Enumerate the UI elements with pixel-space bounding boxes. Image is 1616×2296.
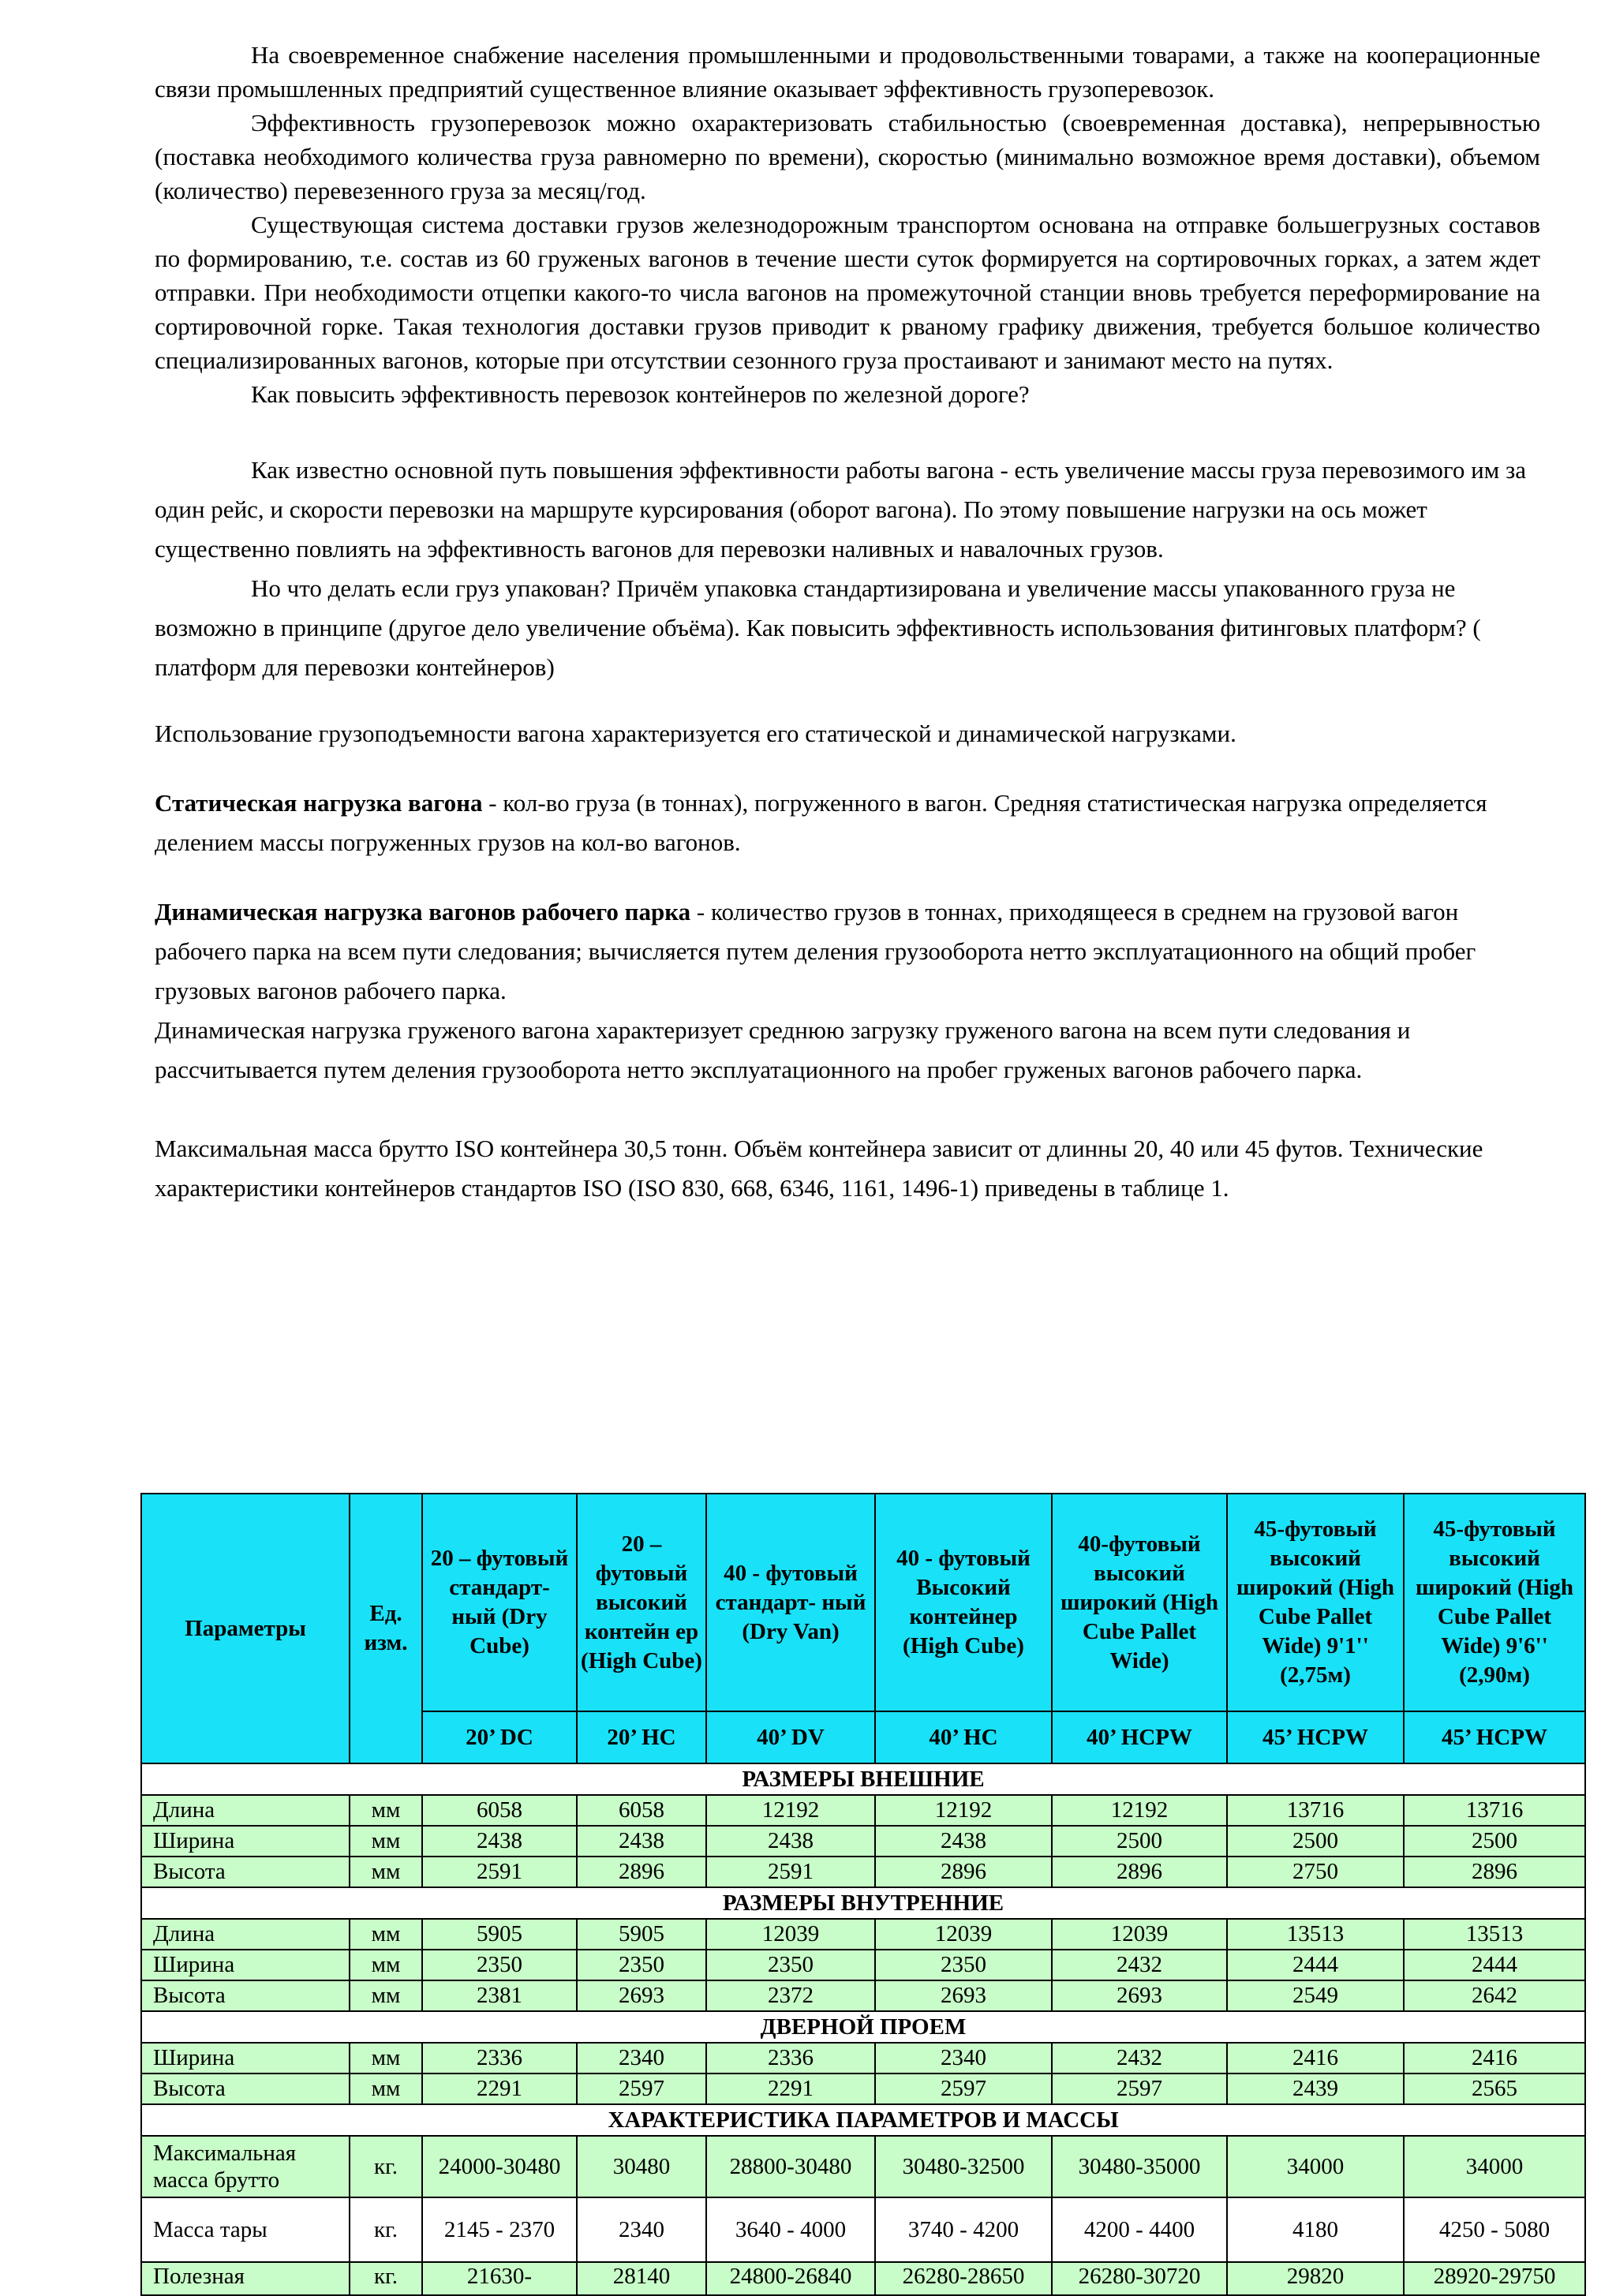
paragraph-10: Динамическая нагрузка груженого вагона характеризует среднюю загрузку груженого вагона на всем пути следования и рассчитывается путем деления грузооборота нетто эксплуатационного на пробег груженых вагонов рабочего парка. [155, 1016, 1411, 1083]
table-cell: 29820 [1227, 2262, 1404, 2295]
table-cell: 2336 [422, 2043, 577, 2074]
table-cell: 2693 [577, 1980, 706, 2011]
row-label: Высота [141, 1980, 350, 2011]
table-cell: 2350 [577, 1950, 706, 1980]
def-static-load: - кол-во груза (в тоннах), погруженного в вагон. Средняя статистическая нагрузка определяется делением массы погруженных грузов на кол-во вагонов. [155, 789, 1487, 856]
row-label: Масса тары [141, 2197, 350, 2262]
table-cell: 6058 [577, 1795, 706, 1826]
table-cell: 2693 [1052, 1980, 1227, 2011]
code-col-5: 40’ HCPW [1052, 1711, 1227, 1763]
code-col-2: 20’ HC [577, 1711, 706, 1763]
table-cell: 2444 [1404, 1950, 1585, 1980]
section-header-row [141, 1887, 1585, 1919]
table-cell: 2340 [875, 2043, 1052, 2074]
table-cell: 3640 - 4000 [706, 2197, 875, 2262]
table-row [141, 1795, 1585, 1826]
header-col-3: 40 - футовый стандарт- ный (Dry Van) [706, 1494, 875, 1711]
header-col-4: 40 - футовый Высокий контейнер (High Cube) [875, 1494, 1052, 1711]
row-unit: мм [350, 1919, 422, 1950]
table-body [141, 1763, 1585, 2295]
paragraph-7: Использование грузоподъемности вагона характеризуется его статической и динамической нагрузками. [155, 720, 1236, 747]
row-label: Максимальная масса брутто [141, 2136, 350, 2197]
table-cell: 12039 [1052, 1919, 1227, 1950]
table-cell: 5905 [577, 1919, 706, 1950]
header-col-7: 45-футовый высокий широкий (High Cube Pallet Wide) 9'6'' (2,90м) [1404, 1494, 1585, 1711]
table-cell: 2438 [577, 1826, 706, 1857]
table-cell: 2500 [1404, 1826, 1585, 1857]
table-cell: 2444 [1227, 1950, 1404, 1980]
paragraph-11: Максимальная масса брутто ISO контейнера 30,5 тонн. Объём контейнера зависит от длинны 20, 40 или 45 футов. Технические характеристики контейнеров стандартов ISO (ISO 830, 668, 6346, 1161, 1496-1) приведены в таблице 1. [155, 1135, 1483, 1202]
header-col-6: 45-футовый высокий широкий (High Cube Pallet Wide) 9'1'' (2,75м) [1227, 1494, 1404, 1711]
table-cell: 2565 [1404, 2074, 1585, 2104]
table-row [141, 2197, 1585, 2262]
table-cell: 24800-26840 [706, 2262, 875, 2295]
def-dynamic-load: - количество грузов в тоннах, приходящееся в среднем на грузовой вагон рабочего парка на всем пути следования; вычисляется путем деления грузооборота нетто эксплуатационного на общий пробег грузовых вагонов рабочего парка. [155, 898, 1476, 1004]
paragraph-static-load [155, 783, 1540, 862]
paragraph-question: Как повысить эффективность перевозок контейнеров по железной дороге? [251, 380, 1030, 408]
table-cell: 2896 [875, 1857, 1052, 1887]
row-label: Высота [141, 1857, 350, 1887]
code-col-3: 40’ DV [706, 1711, 875, 1763]
body-text [155, 38, 1540, 1208]
row-unit: мм [350, 1795, 422, 1826]
table-cell: 5905 [422, 1919, 577, 1950]
header-unit: Ед. изм. [350, 1494, 422, 1763]
table-cell: 12192 [875, 1795, 1052, 1826]
header-col-5: 40-футовый высокий широкий (High Cube Pallet Wide) [1052, 1494, 1227, 1711]
header-param: Параметры [141, 1494, 350, 1763]
container-spec-table [140, 1493, 1586, 2296]
paragraph-1: На своевременное снабжение населения промышленными и продовольственными товарами, а также на кооперационные связи промышленных предприятий существенное влияние оказывает эффективность грузоперевозок. [155, 41, 1540, 103]
row-unit: кг. [350, 2136, 422, 2197]
code-col-4: 40’ HC [875, 1711, 1052, 1763]
table-cell: 6058 [422, 1795, 577, 1826]
table-row [141, 1857, 1585, 1887]
table-cell: 13716 [1404, 1795, 1585, 1826]
row-unit: мм [350, 2043, 422, 2074]
table-cell: 13513 [1227, 1919, 1404, 1950]
paragraph-6: Но что делать если груз упакован? Причём упаковка стандартизирована и увеличение массы упакованного груза не возможно в принципе (другое дело увеличение объёма). Как повысить эффективность использования фитинговых платформ? ( платформ для перевозки контейнеров) [155, 574, 1481, 681]
section-header-row [141, 2011, 1585, 2043]
table-cell: 12192 [1052, 1795, 1227, 1826]
table-cell: 2597 [1052, 2074, 1227, 2104]
row-label: Полезная [141, 2262, 350, 2295]
row-label: Ширина [141, 1826, 350, 1857]
table-cell: 2597 [577, 2074, 706, 2104]
table-cell: 26280-28650 [875, 2262, 1052, 2295]
table-cell: 2350 [422, 1950, 577, 1980]
table-cell: 30480 [577, 2136, 706, 2197]
table-cell: 3740 - 4200 [875, 2197, 1052, 2262]
table-cell: 2500 [1052, 1826, 1227, 1857]
paragraph-3: Существующая система доставки грузов железнодорожным транспортом основана на отправке большегрузных составов по формированию, т.е. состав из 60 груженых вагонов в течение шести суток формируется на сортировочных горках, а затем ждет отправки. При необходимости отцепки какого-то числа вагонов на промежуточной станции вновь требуется переформирование на сортировочной горке. Такая технология доставки грузов приводит к рваному графику движения, требуется большое количество специализированных вагонов, которые при отсутствии сезонного груза простаивают и занимают место на путях. [155, 211, 1540, 374]
row-unit: мм [350, 1826, 422, 1857]
row-label: Длина [141, 1795, 350, 1826]
row-label: Длина [141, 1919, 350, 1950]
table-cell: 2416 [1404, 2043, 1585, 2074]
code-col-6: 45’ HCPW [1227, 1711, 1404, 1763]
table-row [141, 2043, 1585, 2074]
table-row [141, 1950, 1585, 1980]
table-cell: 2350 [875, 1950, 1052, 1980]
table-cell: 2340 [577, 2197, 706, 2262]
table-cell: 28920-29750 [1404, 2262, 1585, 2295]
table-cell: 12192 [706, 1795, 875, 1826]
paragraph-dynamic-load [155, 892, 1540, 1011]
row-unit: мм [350, 1980, 422, 2011]
table-cell: 4250 - 5080 [1404, 2197, 1585, 2262]
row-unit: кг. [350, 2197, 422, 2262]
paragraph-5: Как известно основной путь повышения эффективности работы вагона - есть увеличение массы груза перевозимого им за один рейс, и скорости перевозки на маршруте курсирования (оборот вагона). По этому повышение нагрузки на ось может существенно повлиять на эффективность вагонов для перевозки наливных и навалочных грузов. [155, 456, 1527, 563]
table-cell: 2896 [1052, 1857, 1227, 1887]
table-cell: 2597 [875, 2074, 1052, 2104]
table-row [141, 2262, 1585, 2295]
table-cell: 4180 [1227, 2197, 1404, 2262]
table-row [141, 2074, 1585, 2104]
table-cell: 2416 [1227, 2043, 1404, 2074]
row-unit: мм [350, 2074, 422, 2104]
section-title: РАЗМЕРЫ ВНУТРЕННИЕ [141, 1887, 1585, 1919]
table-cell: 26280-30720 [1052, 2262, 1227, 2295]
table-cell: 13716 [1227, 1795, 1404, 1826]
table-cell: 28800-30480 [706, 2136, 875, 2197]
code-col-7: 45’ HCPW [1404, 1711, 1585, 1763]
table-cell: 24000-30480 [422, 2136, 577, 2197]
table-cell: 2896 [1404, 1857, 1585, 1887]
row-unit: мм [350, 1857, 422, 1887]
row-label: Ширина [141, 2043, 350, 2074]
table-cell: 2372 [706, 1980, 875, 2011]
table-row [141, 1919, 1585, 1950]
header-col-2: 20 – футовый высокий контейн ер (High Cube) [577, 1494, 706, 1711]
table-row [141, 1980, 1585, 2011]
table-cell: 13513 [1404, 1919, 1585, 1950]
table-cell: 2438 [706, 1826, 875, 1857]
table-cell: 2350 [706, 1950, 875, 1980]
term-static-load: Статическая нагрузка вагона [155, 789, 483, 817]
table-cell: 2381 [422, 1980, 577, 2011]
table-cell: 34000 [1404, 2136, 1585, 2197]
table-cell: 2549 [1227, 1980, 1404, 2011]
section-header-row [141, 2104, 1585, 2136]
table-cell: 12039 [875, 1919, 1052, 1950]
table-cell: 2500 [1227, 1826, 1404, 1857]
table-cell: 2438 [875, 1826, 1052, 1857]
table-cell: 2340 [577, 2043, 706, 2074]
table-cell: 2438 [422, 1826, 577, 1857]
table-cell: 2642 [1404, 1980, 1585, 2011]
row-label: Ширина [141, 1950, 350, 1980]
table-row [141, 2136, 1585, 2197]
table-cell: 2291 [706, 2074, 875, 2104]
paragraph-2: Эффективность грузоперевозок можно охарактеризовать стабильностью (своевременная доставка), непрерывностью (поставка необходимого количества груза равномерно по времени), скоростью (минимально возможное время доставки), объемом (количество) перевезенного груза за месяц/год. [155, 109, 1540, 204]
table-cell: 2896 [577, 1857, 706, 1887]
table-header-row [141, 1494, 1585, 1711]
table-cell: 28140 [577, 2262, 706, 2295]
table-cell: 30480-32500 [875, 2136, 1052, 2197]
row-unit: кг. [350, 2262, 422, 2295]
table-cell: 2750 [1227, 1857, 1404, 1887]
table-cell: 2291 [422, 2074, 577, 2104]
code-col-1: 20’ DC [422, 1711, 577, 1763]
term-dynamic-load: Динамическая нагрузка вагонов рабочего парка [155, 898, 691, 926]
table-cell: 2693 [875, 1980, 1052, 2011]
section-title: ХАРАКТЕРИСТИКА ПАРАМЕТРОВ И МАССЫ [141, 2104, 1585, 2136]
table-cell: 4200 - 4400 [1052, 2197, 1227, 2262]
row-unit: мм [350, 1950, 422, 1980]
table-cell: 30480-35000 [1052, 2136, 1227, 2197]
table-cell: 34000 [1227, 2136, 1404, 2197]
table-cell: 21630- [422, 2262, 577, 2295]
section-title: РАЗМЕРЫ ВНЕШНИЕ [141, 1763, 1585, 1795]
table-cell: 2336 [706, 2043, 875, 2074]
table-cell: 2432 [1052, 1950, 1227, 1980]
table-cell: 2432 [1052, 2043, 1227, 2074]
table-cell: 2591 [706, 1857, 875, 1887]
table-cell: 2591 [422, 1857, 577, 1887]
section-title: ДВЕРНОЙ ПРОЕМ [141, 2011, 1585, 2043]
row-label: Высота [141, 2074, 350, 2104]
table-cell: 2145 - 2370 [422, 2197, 577, 2262]
table-cell: 2439 [1227, 2074, 1404, 2104]
table-cell: 12039 [706, 1919, 875, 1950]
header-col-1: 20 – футовый стандарт- ный (Dry Cube) [422, 1494, 577, 1711]
section-header-row [141, 1763, 1585, 1795]
table-row [141, 1826, 1585, 1857]
